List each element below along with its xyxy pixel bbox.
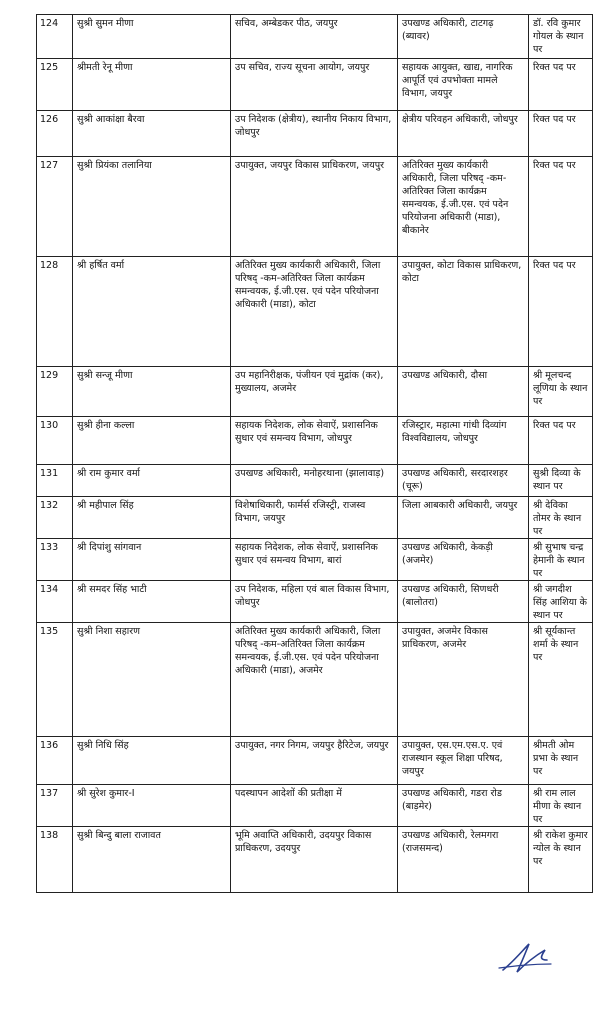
current-posting: विशेषाधिकारी, फार्मर्स रजिस्ट्री, राजस्व विभाग, जयपुर — [231, 497, 398, 539]
table-row — [37, 111, 593, 157]
table-row — [37, 581, 593, 623]
remark: रिक्त पद पर — [529, 111, 593, 157]
table-row — [37, 157, 593, 257]
new-posting: रजिस्ट्रार, महात्मा गांधी दिव्यांग विश्वविद्यालय, जोधपुर — [398, 417, 529, 465]
row-number: 135 — [37, 623, 73, 737]
current-posting: उप महानिरीक्षक, पंजीयन एवं मुद्रांक (कर), मुख्यालय, अजमेर — [231, 367, 398, 417]
remark: रिक्त पद पर — [529, 157, 593, 257]
new-posting: उपखण्ड अधिकारी, सिणधरी (बालोतरा) — [398, 581, 529, 623]
remark: रिक्त पद पर — [529, 59, 593, 111]
current-posting: उप निदेशक, महिला एवं बाल विकास विभाग, जोधपुर — [231, 581, 398, 623]
officer-name: श्री सुरेश कुमार-I — [73, 785, 231, 827]
remark: रिक्त पद पर — [529, 417, 593, 465]
row-number: 132 — [37, 497, 73, 539]
row-number: 128 — [37, 257, 73, 367]
officer-name: सुश्री बिन्दु बाला राजावत — [73, 827, 231, 893]
current-posting: उपखण्ड अधिकारी, मनोहरथाना (झालावाड़) — [231, 465, 398, 497]
row-number: 133 — [37, 539, 73, 581]
officer-name: सुश्री आकांक्षा बैरवा — [73, 111, 231, 157]
remark: श्रीमती ओम प्रभा के स्थान पर — [529, 737, 593, 785]
table-row — [37, 257, 593, 367]
current-posting: सचिव, अम्बेडकर पीठ, जयपुर — [231, 15, 398, 59]
officer-name: सुश्री सुमन मीणा — [73, 15, 231, 59]
table-row — [37, 785, 593, 827]
current-posting: अतिरिक्त मुख्य कार्यकारी अधिकारी, जिला परिषद् -कम-अतिरिक्त जिला कार्यक्रम समन्वयक, ई.जी.एस. एवं पदेन परियोजना अधिकारी (माडा), अजमेर — [231, 623, 398, 737]
row-number: 129 — [37, 367, 73, 417]
table-row — [37, 497, 593, 539]
row-number: 138 — [37, 827, 73, 893]
table-row — [37, 539, 593, 581]
remark: श्री मूलचन्द लूणिया के स्थान पर — [529, 367, 593, 417]
current-posting: उपायुक्त, नगर निगम, जयपुर हैरिटेज, जयपुर — [231, 737, 398, 785]
officer-name: श्री दिपांशु सांगवान — [73, 539, 231, 581]
remark: डॉ. रवि कुमार गोयल के स्थान पर — [529, 15, 593, 59]
remark: श्री राकेश कुमार न्योल के स्थान पर — [529, 827, 593, 893]
new-posting: अतिरिक्त मुख्य कार्यकारी अधिकारी, जिला परिषद् -कम-अतिरिक्त जिला कार्यक्रम समन्वयक, ई.जी.एस. एवं पदेन परियोजना अधिकारी (माडा), बीकानेर — [398, 157, 529, 257]
transfer-list-table — [36, 14, 592, 893]
remark: श्री देविका तोमर के स्थान पर — [529, 497, 593, 539]
new-posting: उपखण्ड अधिकारी, केकड़ी (अजमेर) — [398, 539, 529, 581]
remark: श्री जगदीश सिंह आशिया के स्थान पर — [529, 581, 593, 623]
new-posting: उपखण्ड अधिकारी, गडरा रोड (बाड़मेर) — [398, 785, 529, 827]
row-number: 136 — [37, 737, 73, 785]
officer-name: सुश्री निशा सहारण — [73, 623, 231, 737]
new-posting: उपखण्ड अधिकारी, सरदारशहर (चूरू) — [398, 465, 529, 497]
current-posting: भूमि अवाप्ति अधिकारी, उदयपुर विकास प्राधिकरण, उदयपुर — [231, 827, 398, 893]
new-posting: उपखण्ड अधिकारी, रेलमगरा (राजसमन्द) — [398, 827, 529, 893]
new-posting: उपखण्ड अधिकारी, टाटगढ़ (ब्यावर) — [398, 15, 529, 59]
new-posting: सहायक आयुक्त, खाद्य, नागरिक आपूर्ति एवं उपभोक्ता मामले विभाग, जयपुर — [398, 59, 529, 111]
remark: श्री राम लाल मीणा के स्थान पर — [529, 785, 593, 827]
remark: श्री सुभाष चन्द्र हेमानी के स्थान पर — [529, 539, 593, 581]
new-posting: क्षेत्रीय परिवहन अधिकारी, जोधपुर — [398, 111, 529, 157]
officer-name: श्री समदर सिंह भाटी — [73, 581, 231, 623]
new-posting: उपायुक्त, कोटा विकास प्राधिकरण, कोटा — [398, 257, 529, 367]
table-row — [37, 465, 593, 497]
officer-name: श्री महीपाल सिंह — [73, 497, 231, 539]
remark: सुश्री दिव्या के स्थान पर — [529, 465, 593, 497]
new-posting: जिला आबकारी अधिकारी, जयपुर — [398, 497, 529, 539]
row-number: 137 — [37, 785, 73, 827]
table-row — [37, 827, 593, 893]
row-number: 125 — [37, 59, 73, 111]
table-row — [37, 623, 593, 737]
remark: रिक्त पद पर — [529, 257, 593, 367]
row-number: 130 — [37, 417, 73, 465]
row-number: 127 — [37, 157, 73, 257]
current-posting: सहायक निदेशक, लोक सेवाऐं, प्रशासनिक सुधार एवं समन्वय विभाग, जोधपुर — [231, 417, 398, 465]
officer-name: सुश्री सन्जू मीणा — [73, 367, 231, 417]
table-row — [37, 367, 593, 417]
remark: श्री सूर्यकान्त शर्मा के स्थान पर — [529, 623, 593, 737]
officer-name: सुश्री प्रियंका तलानिया — [73, 157, 231, 257]
table-row — [37, 59, 593, 111]
new-posting: उपायुक्त, अजमेर विकास प्राधिकरण, अजमेर — [398, 623, 529, 737]
new-posting: उपखण्ड अधिकारी, दौसा — [398, 367, 529, 417]
current-posting: सहायक निदेशक, लोक सेवाऐं, प्रशासनिक सुधार एवं समन्वय विभाग, बारां — [231, 539, 398, 581]
officer-name: श्री हर्षित वर्मा — [73, 257, 231, 367]
officer-name: सुश्री हीना कल्ला — [73, 417, 231, 465]
signature — [495, 938, 555, 978]
officer-name: श्रीमती रेनू मीणा — [73, 59, 231, 111]
row-number: 134 — [37, 581, 73, 623]
current-posting: अतिरिक्त मुख्य कार्यकारी अधिकारी, जिला परिषद् -कम-अतिरिक्त जिला कार्यक्रम समन्वयक, ई.जी.एस. एवं पदेन परियोजना अधिकारी (माडा), कोटा — [231, 257, 398, 367]
current-posting: उप सचिव, राज्य सूचना आयोग, जयपुर — [231, 59, 398, 111]
row-number: 124 — [37, 15, 73, 59]
new-posting: उपायुक्त, एस.एम.एस.ए. एवं राजस्थान स्कूल शिक्षा परिषद, जयपुर — [398, 737, 529, 785]
row-number: 131 — [37, 465, 73, 497]
current-posting: पदस्थापन आदेशों की प्रतीक्षा में — [231, 785, 398, 827]
table-row — [37, 737, 593, 785]
row-number: 126 — [37, 111, 73, 157]
current-posting: उप निदेशक (क्षेत्रीय), स्थानीय निकाय विभाग, जोधपुर — [231, 111, 398, 157]
table-row — [37, 417, 593, 465]
current-posting: उपायुक्त, जयपुर विकास प्राधिकरण, जयपुर — [231, 157, 398, 257]
table-row — [37, 15, 593, 59]
officer-name: सुश्री निधि सिंह — [73, 737, 231, 785]
officer-name: श्री राम कुमार वर्मा — [73, 465, 231, 497]
